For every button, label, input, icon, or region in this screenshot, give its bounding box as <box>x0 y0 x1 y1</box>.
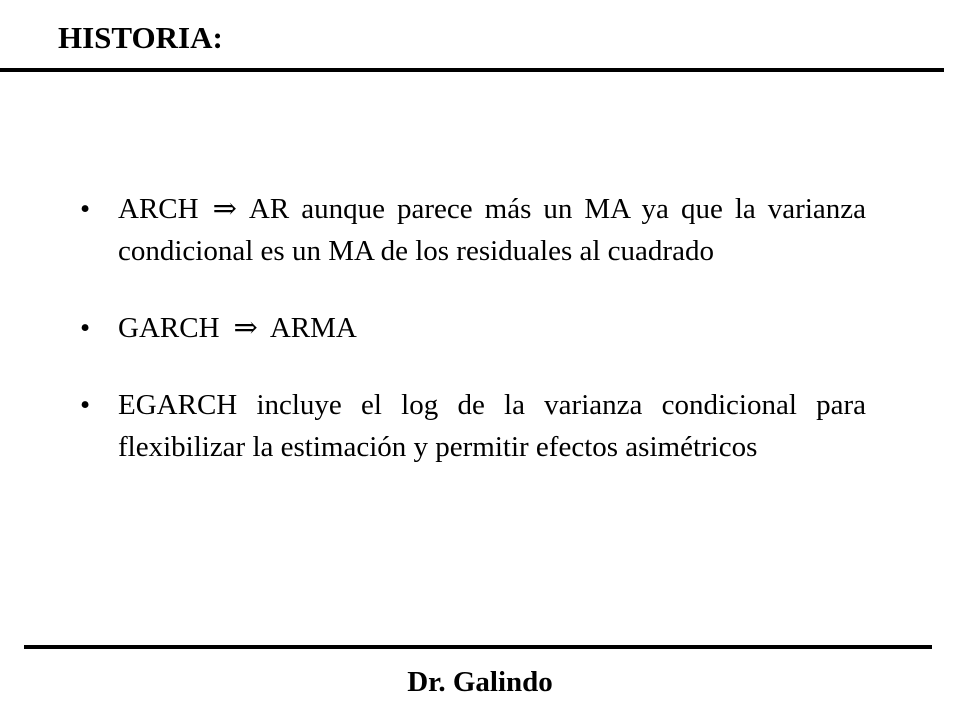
bullet-text: ARMA <box>269 312 357 344</box>
implies-arrow-icon: ⇒ <box>233 312 258 344</box>
bullet-item-egarch <box>80 384 866 468</box>
bullet-lead: ARCH <box>118 193 199 225</box>
bullet-marker: • <box>80 389 91 421</box>
top-divider <box>0 68 944 72</box>
page-title: HISTORIA: <box>58 20 223 55</box>
bullet-text: AR aunque parece más un MA ya que la varianza condicional es un MA de los residuales al cuadrado <box>118 193 866 267</box>
footer-author: Dr. Galindo <box>407 666 553 698</box>
bullet-marker: • <box>80 193 91 225</box>
bottom-divider <box>24 645 932 649</box>
bullet-item-garch <box>80 307 866 349</box>
bullet-text: EGARCH incluye el log de la varianza condicional para flexibilizar la estimación y permitir efectos asimétricos <box>118 389 866 463</box>
bullet-item-arch <box>80 188 866 272</box>
implies-arrow-icon: ⇒ <box>212 193 237 225</box>
bullet-lead: GARCH <box>118 312 220 344</box>
bullet-marker: • <box>80 312 91 344</box>
bullet-list <box>80 188 866 503</box>
